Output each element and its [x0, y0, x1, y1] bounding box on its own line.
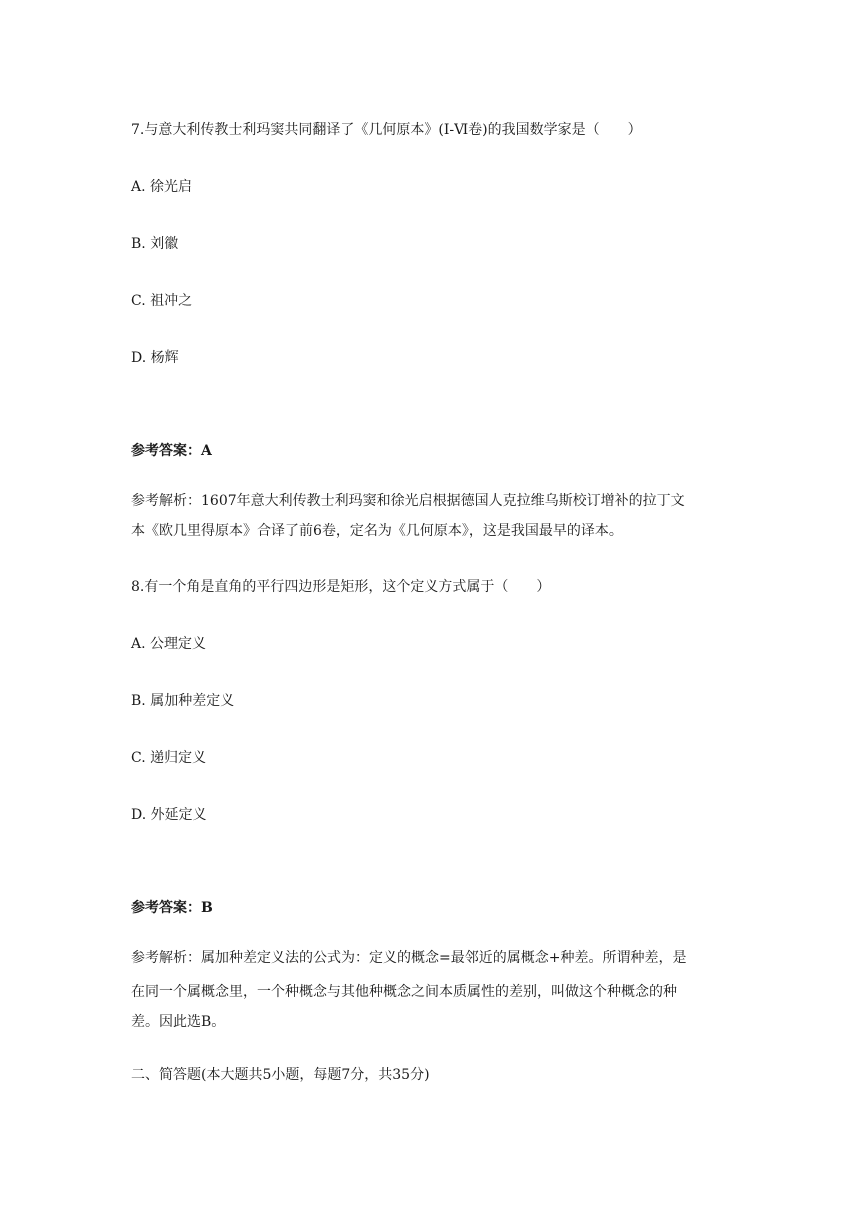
question-7-option-b: B. 刘徽 — [131, 236, 179, 252]
question-7-option-a: A. 徐光启 — [131, 179, 193, 195]
question-8-analysis-line-1: 参考解析：属加种差定义法的公式为：定义的概念=最邻近的属概念+种差。所谓种差，是 — [131, 950, 687, 966]
question-7-option-c: C. 祖冲之 — [131, 293, 193, 309]
question-8-option-a: A. 公理定义 — [131, 636, 207, 652]
question-8-option-b: B. 属加种差定义 — [131, 693, 235, 709]
question-8-analysis-line-3: 差。因此选B。 — [131, 1014, 226, 1030]
question-7-option-d: D. 杨辉 — [131, 350, 179, 366]
question-8-answer: 参考答案：B — [131, 900, 213, 916]
question-7-text: 7.与意大利传教士利玛窦共同翻译了《几何原本》(I-Ⅵ卷)的我国数学家是（ ） — [131, 122, 642, 138]
question-7-analysis-line-1: 参考解析：1607年意大利传教士利玛窦和徐光启根据德国人克拉维乌斯校订增补的拉丁文 — [131, 493, 685, 509]
question-7-analysis-line-2: 本《欧几里得原本》合译了前6卷，定名为《几何原本》，这是我国最早的译本。 — [131, 523, 623, 539]
question-8-text: 8.有一个角是直角的平行四边形是矩形，这个定义方式属于（ ） — [131, 579, 551, 595]
question-8-option-d: D. 外延定义 — [131, 807, 207, 823]
question-8-option-c: C. 递归定义 — [131, 750, 207, 766]
question-8-analysis-line-2: 在同一个属概念里，一个种概念与其他种概念之间本质属性的差别，叫做这个种概念的种 — [131, 984, 677, 1000]
question-7-answer: 参考答案：A — [131, 443, 212, 459]
section-heading: 二、简答题(本大题共5小题，每题7分，共35分) — [131, 1067, 430, 1083]
